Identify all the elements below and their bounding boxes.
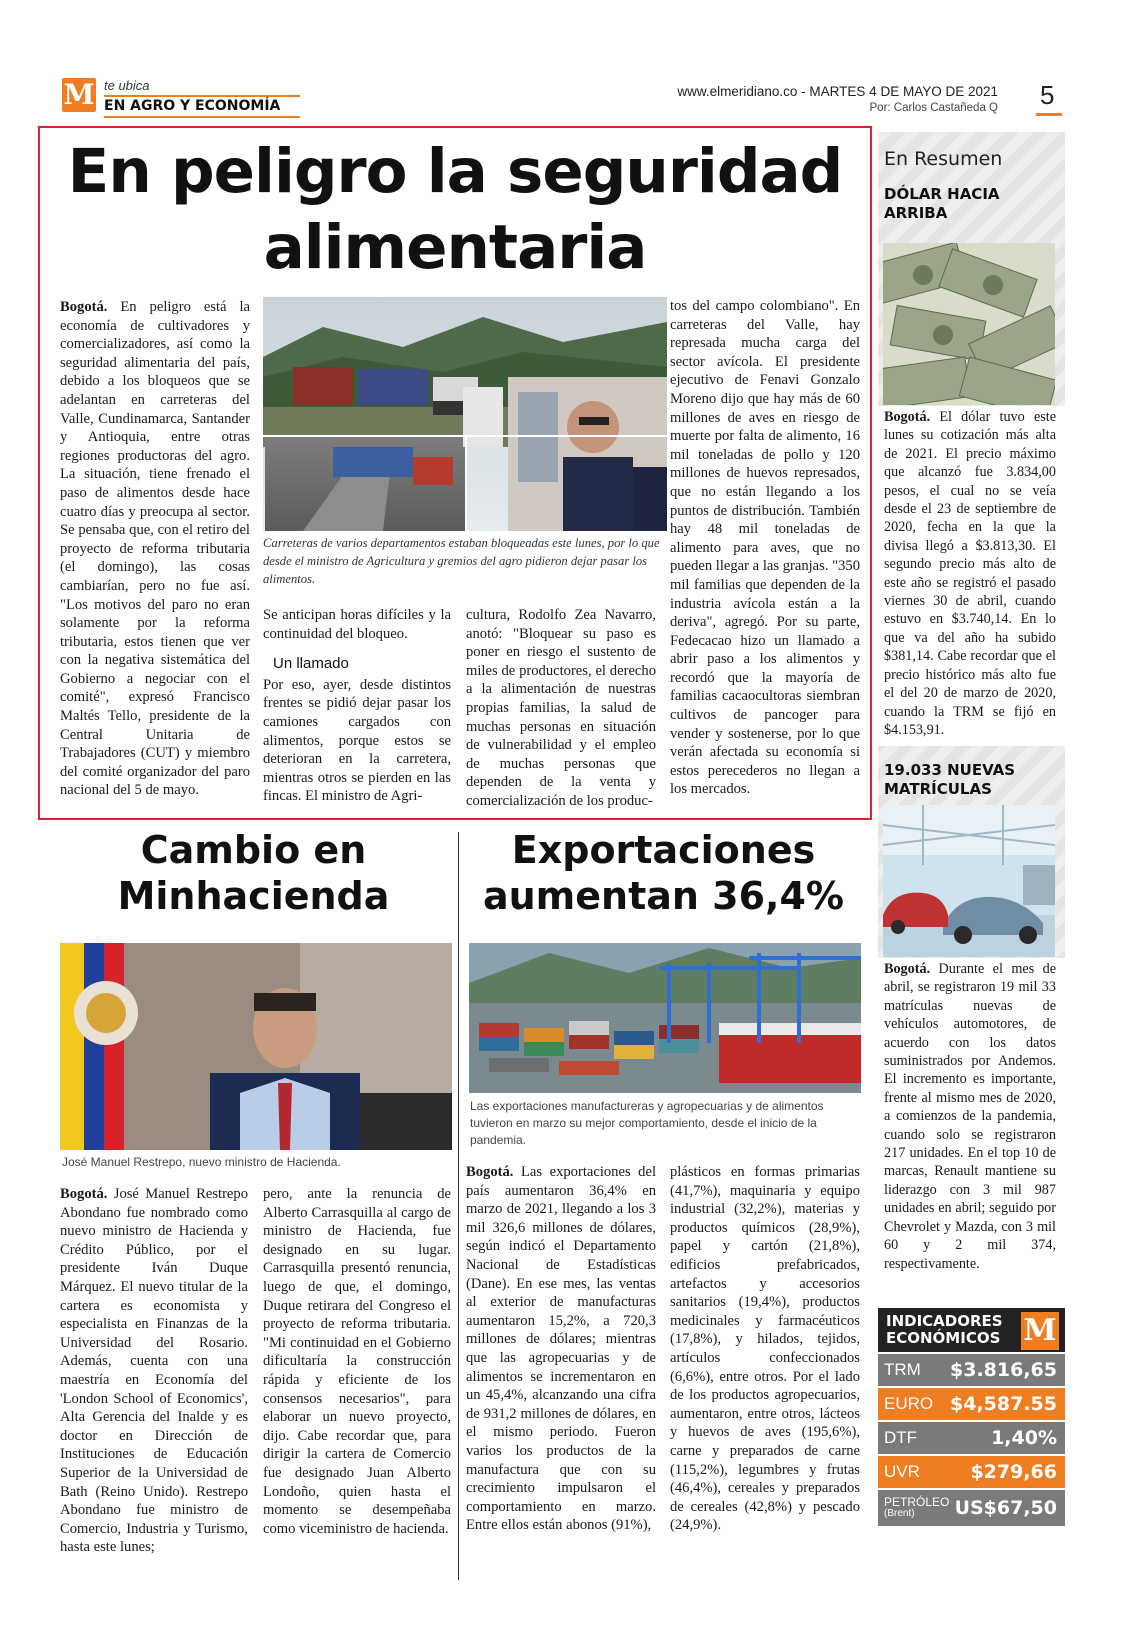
indicators-logo-letter: M bbox=[1023, 1313, 1057, 1348]
sidebar-item1-text: El dólar tuvo este lunes su cotización más alta de 2021. El precio máximo que alcanzó fue 3.834,00 pesos, el cual no se veía desde el 23 de septiembre de 2020, fecha en la que la divisa llegó a $3.813,30. El segundo precio más alto de este año se registró el pasado viernes 30 de abril, cuando estuvo en $3.740,14. En lo que va del año ha subido $381,14. Cabe recordar que el precio histórico más alto fue el del 20 de marzo de 2020, cuando la TRM se fijó en $4.153,91. bbox=[884, 409, 1056, 738]
site-date: www.elmeridiano.co - MARTES 4 DE MAYO DE 2021 bbox=[677, 84, 998, 99]
indicator-row-euro bbox=[878, 1388, 1065, 1420]
exports-headline-line1: Exportaciones bbox=[511, 828, 816, 872]
exports-photo-caption: Las exportaciones manufactureras y agropecuarias y de alimentos tuvieron en marzo su mejor comportamiento, desde el inicio de la pandemia. bbox=[470, 1099, 824, 1147]
byline: Por: Carlos Castañeda Q bbox=[869, 102, 998, 114]
exports-dateline: Bogotá. bbox=[466, 1164, 514, 1180]
indicator-value: $4,587.55 bbox=[950, 1393, 1057, 1415]
sidebar-item2-text: Durante el mes de abril, se registraron 19 mil 33 matrículas nuevas de vehículos automotores, de acuerdo con los datos suministrados por Andemos. El incremento es importante, frente al mismo mes de 2020, a comienzos de la pandemia, cuando solo se registraron 217 unidades. En el top 10 de marcas, Renault mantiene su liderazgo con 3 mil 987 unidades en abril; seguido por Chevrolet y Mazda, con 3 mil 60 y 2 mil 374, respectivamente. bbox=[884, 961, 1057, 1272]
main-photo-blockade bbox=[263, 297, 667, 531]
sidebar-dollars-photo bbox=[883, 243, 1055, 405]
main-col1-text: En peligro está la economía de cultivadores y comercializadores, así como la seguridad alimentaria del país, debido a los bloqueos que se adelantan en carreteras del Valle, Cundinamarca, Santander y Antioquia, entre otras regiones productoras del agro. La situación, tiene frenado el paso de alimentos desde hace cuatro días y preocupa al sector. Se pensaba que, con el retiro del proyecto de reforma tributaria (el domingo), las cosas cambiarían, pero no fue así. "Los motivos del paro no eran solamente por la reforma tributaria, estos tienen que ver con la negativa sistemática del Gobierno a negociar con el comité", expresó Francisco Maltés Tello, presidente de la Central Unitaria de Trabajadores (CUT) y miembro del comité organizador del paro nacional del 5 de mayo. bbox=[60, 299, 250, 799]
column-divider bbox=[458, 832, 459, 1580]
indicators-panel bbox=[878, 1308, 1065, 1576]
main-col2-text: Se anticipan horas difíciles y la continuidad del bloqueo. bbox=[263, 607, 451, 642]
section-rule bbox=[104, 95, 300, 97]
main-col3: cultura, Rodolfo Zea Navarro, anotó: "Bloquear su paso es poner en riesgo el sustento de miles de productores, el derecho a la alimentación de nuestras propias familias, la salud de muchas personas en situación de vulnerabilidad y el empleo de muchas personas que dependen de la venta y comercialización de los produc- bbox=[466, 607, 656, 809]
indicator-row-trm bbox=[878, 1354, 1065, 1386]
indicator-value: 1,40% bbox=[991, 1427, 1057, 1449]
main-col2 bbox=[263, 606, 451, 806]
indicator-row-petroleo bbox=[878, 1490, 1065, 1526]
main-col4: tos del campo colombiano". En carreteras del Valle, hay represada mucha carga del sector avícola. El presidente ejecutivo de Fenavi Gonzalo Moreno dijo que hay más de 60 millones de aves en riesgo de muerte por falta de alimento, 16 mil toneladas de pollo y 120 millones de huevos represados, que no están llegando a los puntos de distribución. También hay 48 mil toneladas de alimento para aves, que no pueden llegar a las granjas. "350 mil familias que dependen de la industria avícola están a la deriva", agregó. Por su parte, Fedecacao hizo un llamado a abrir paso a los alimentos y recordó que la mayoría de familias cacaocultoras siembran cultivos de pancoger para vender y sostenerse, por lo que verán afectada su economía si estos perecederos no llegan a los mercados. bbox=[670, 298, 860, 798]
main-dateline: Bogotá. bbox=[60, 299, 108, 315]
indicator-label-group bbox=[884, 1497, 949, 1519]
dollar-bills-image bbox=[883, 243, 1055, 405]
sidebar-item2-body bbox=[884, 960, 1056, 1273]
exports-col1-text: Las exportaciones del país aumentaron 36,4% en marzo de 2021, llegando a los 3 mil 326,6 millones de dólares, según indicó el Departamento Nacional de Estadísticas (Dane). En ese mes, las ventas al exterior de manufacturas aumentaron 15,2%, a 720,3 millones de dólares; mientras que las agropecuarias y de alimentos se incrementaron en un 45,4%, alcanzando una cifra de 931,2 millones de dólares, en el mismo periodo. Fueron varios los productos de la manufactura que con su crecimiento impulsaron el comportamiento en marzo. Entre ellos están abonos (91%), bbox=[466, 1164, 656, 1534]
exports-col1 bbox=[466, 1163, 656, 1535]
minhacienda-col1-text: José Manuel Restrepo Abondano fue nombrado como nuevo ministro de Hacienda y Crédito Público, por el presidente Iván Duque Márquez. El nuevo titular de la cartera es economista y especialista en Finanzas de la Universidad del Rosario. Además, cuenta con una maestría en Economía del 'London School of Economics', Alta Gerencia del Inalde y es doctor en Dirección de Instituciones de Educación Superior de la Universidad de Bath (Reino Unido). Restrepo Abondano fue ministro de Comercio, Industria y Turismo, hasta este lunes; bbox=[60, 1186, 248, 1556]
indicator-label: PETRÓLEO bbox=[884, 1495, 950, 1509]
main-headline-line2: alimentaria bbox=[263, 212, 647, 283]
minhacienda-dateline: Bogotá. bbox=[60, 1186, 108, 1202]
sidebar-item1-body bbox=[884, 408, 1056, 739]
minhacienda-col1 bbox=[60, 1185, 248, 1557]
indicator-row-dtf bbox=[878, 1422, 1065, 1454]
main-headline-line1: En peligro la seguridad bbox=[67, 136, 843, 207]
indicators-title-line1: INDICADORES bbox=[886, 1312, 1003, 1330]
road-blockade-image bbox=[263, 297, 667, 531]
sidebar-item2-dateline: Bogotá. bbox=[884, 961, 931, 977]
main-subhead: Un llamado bbox=[273, 655, 349, 673]
sidebar-item2-title: 19.033 NUEVAS MATRÍCULAS bbox=[884, 761, 1016, 798]
main-col2-text2: Por eso, ayer, desde distintos frentes se pidió dejar pasar los camiones cargados con alimentos, porque estos se deterioran en la carretera, mientras otros se pierden en las fincas. El ministro de Agri- bbox=[263, 676, 451, 805]
indicator-value: $279,66 bbox=[970, 1461, 1057, 1483]
sidebar-cars-photo bbox=[883, 805, 1055, 957]
main-col1 bbox=[60, 298, 250, 800]
minhacienda-photo-caption: José Manuel Restrepo, nuevo ministro de Hacienda. bbox=[62, 1155, 341, 1169]
minhacienda-headline bbox=[56, 827, 451, 919]
indicator-label: TRM bbox=[884, 1360, 921, 1379]
car-showroom-image bbox=[883, 805, 1055, 957]
exports-col2: plásticos en formas primarias (41,7%), maquinaria y equipo industrial (32,2%), materias y productos químicos (28,9%), papel y cartón (21,8%), edificios prefabricados, artefactos y accesorios sanitarios (19,4%), productos medicinales y farmacéuticos (17,8%), y hilados, tejidos, artículos confeccionados (6,6%), entre otros. Por el lado de los productos agropecuarios, aumentaron, entre otros, lácteos y huevos de aves (195,6%), carne y preparados de carne (115,2%), legumbres y frutas (46,4%), cereales y preparados de cereales (42,8%) y pescado (24,9%). bbox=[670, 1164, 860, 1534]
sidebar-item1-title: DÓLAR HACIA ARRIBA bbox=[884, 185, 1000, 222]
indicator-label: DTF bbox=[884, 1428, 918, 1447]
logo-letter: M bbox=[63, 78, 95, 111]
indicator-row-uvr bbox=[878, 1456, 1065, 1488]
indicators-logo bbox=[1021, 1312, 1059, 1350]
minister-portrait-image bbox=[60, 943, 452, 1150]
section-title: EN AGRO Y ECONOMÍA bbox=[104, 98, 281, 114]
indicator-label: EURO bbox=[884, 1394, 934, 1413]
minhacienda-photo bbox=[60, 943, 452, 1150]
indicator-sublabel: (Brent) bbox=[884, 1508, 915, 1519]
exports-headline bbox=[466, 827, 861, 919]
section-kicker: te ubica bbox=[104, 78, 150, 93]
indicator-value: US$67,50 bbox=[954, 1497, 1057, 1519]
minhacienda-headline-line1: Cambio en bbox=[140, 828, 367, 872]
indicators-title bbox=[886, 1313, 1003, 1347]
indicators-header bbox=[878, 1308, 1065, 1352]
page-number: 5 bbox=[1040, 80, 1055, 110]
minhacienda-col2: pero, ante la renuncia de Alberto Carrasquilla al cargo de ministro de Hacienda, fue designado en su lugar. Carrasquilla presentó renuncia, luego de que, el domingo, Duque retirara del Congreso el proyecto de reforma tributaria. "Mi continuidad en el Gobierno dificultaría la construcción rápida y eficiente de los consensos necesarios", para elaborar un nuevo proyecto, dijo. Cabe recordar que, para dirigir la cartera de Comercio fue designado Juan Alberto Londoño, quien hasta el momento se desempeñaba como viceministro de hacienda. bbox=[263, 1186, 451, 1537]
page-number-rule bbox=[1036, 113, 1062, 116]
main-photo-caption: Carreteras de varios departamentos estaban bloqueadas este lunes, por lo que desde el ministro de Agricultura y gremios del agro pidieron dejar pasar los alimentos. bbox=[263, 536, 660, 586]
sidebar-item1-dateline: Bogotá. bbox=[884, 409, 931, 425]
section-rule-bottom bbox=[104, 116, 300, 118]
exports-photo bbox=[469, 943, 861, 1093]
masthead-logo bbox=[62, 78, 96, 112]
main-headline bbox=[50, 134, 860, 286]
indicators-title-line2: ECONÓMICOS bbox=[886, 1329, 1001, 1347]
indicator-label: UVR bbox=[884, 1462, 920, 1481]
container-port-image bbox=[469, 943, 861, 1093]
minhacienda-headline-line2: Minhacienda bbox=[117, 874, 390, 918]
indicator-value: $3.816,65 bbox=[950, 1359, 1057, 1381]
exports-headline-line2: aumentan 36,4% bbox=[482, 874, 845, 918]
sidebar-title: En Resumen bbox=[884, 148, 1003, 170]
